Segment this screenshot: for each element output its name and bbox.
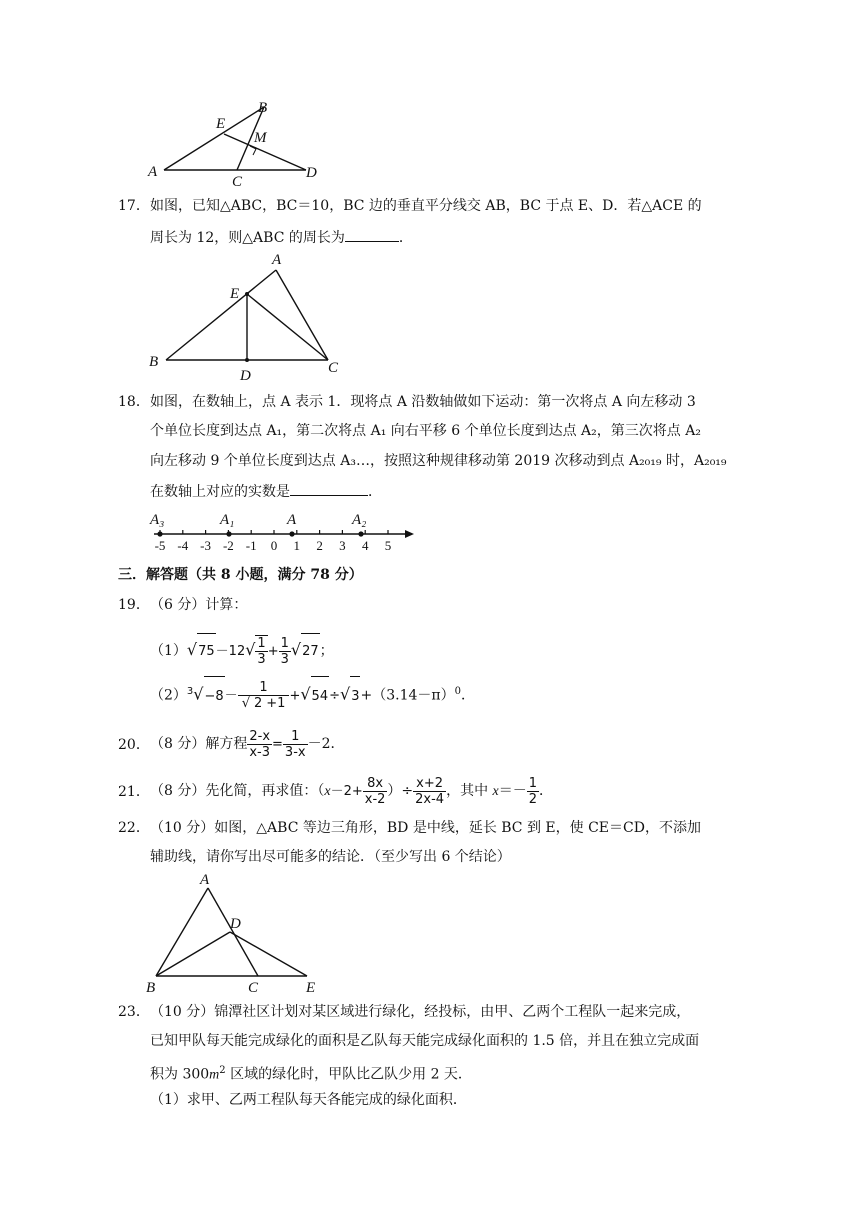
label-D: D xyxy=(240,368,251,384)
question-19-head: （6 分）计算： xyxy=(150,597,248,613)
question-number-18: 18． xyxy=(118,394,150,410)
question-23-text: 区域的绿化时，甲队比乙队少用 2 天． xyxy=(225,1066,472,1083)
denominator: √ 2 +1 xyxy=(238,695,290,711)
tick-label: -3 xyxy=(200,538,212,553)
question-number-21: 21． xyxy=(118,784,150,800)
denominator: 2x-4 xyxy=(415,791,445,807)
root-index: 3 xyxy=(186,686,194,697)
question-number-22: 22． xyxy=(118,820,150,836)
numerator: 8x xyxy=(367,775,384,791)
variable-x: x xyxy=(324,784,331,799)
numerator: 1 xyxy=(280,635,289,651)
radicand: 27 xyxy=(301,633,320,670)
tick-label: 3 xyxy=(339,538,346,553)
label-A: A xyxy=(148,164,158,180)
part-label-1: （1） xyxy=(150,643,187,659)
radicand: 54 xyxy=(311,676,330,717)
label-C: C xyxy=(232,174,243,190)
numerator: 1 xyxy=(257,636,266,651)
denominator: x-2 xyxy=(364,791,386,807)
label-A: A xyxy=(200,872,210,888)
variable-x: x xyxy=(492,784,499,799)
figure-q22 xyxy=(142,872,342,1000)
question-22-line-2: 辅助线，请你写出尽可能多的结论．（至少写出 6 个结论） xyxy=(150,849,511,865)
label-E: E xyxy=(230,286,240,302)
fraction xyxy=(283,729,308,760)
figure-q17 xyxy=(146,250,346,385)
question-20-line xyxy=(150,724,345,765)
denominator: 2 xyxy=(528,791,538,807)
fraction xyxy=(527,776,539,807)
question-21-head: （8 分）先化简，再求值：（ xyxy=(150,783,325,799)
question-number-17: 17． xyxy=(118,198,150,214)
denominator: 3 xyxy=(280,651,289,667)
label-D: D xyxy=(306,165,317,181)
question-18-line-1: 如图，在数轴上，点 A 表示 1．现将点 A 沿数轴做如下运动：第一次将点 A 向左移动 3 xyxy=(150,394,696,410)
fraction xyxy=(247,729,272,760)
radicand: −8 xyxy=(204,676,225,717)
operator: －12 xyxy=(215,644,246,659)
label-A: A xyxy=(272,252,282,268)
operator: －2+ xyxy=(330,784,363,799)
question-number-20: 20． xyxy=(118,737,150,753)
question-23-line-2: 已知甲队每天能完成绿化的面积是乙队每天能完成绿化面积的 1.5 倍，并且在独立完成面 xyxy=(150,1033,700,1049)
operator: ＝－ xyxy=(498,783,527,799)
fraction xyxy=(238,680,290,711)
label-D: D xyxy=(230,916,241,932)
label-M: M xyxy=(254,130,267,146)
question-23-sub-1: （1）求甲、乙两工程队每天各能完成的绿化面积． xyxy=(150,1092,467,1108)
tick-label: 5 xyxy=(384,538,392,553)
equals: = xyxy=(272,737,283,752)
denominator: 3 xyxy=(257,652,266,667)
question-number-23: 23． xyxy=(118,1004,150,1020)
label-E: E xyxy=(306,980,316,996)
operator: + xyxy=(267,644,279,659)
numerator: 2-x xyxy=(249,728,271,744)
expression-tail: －2． xyxy=(307,736,345,752)
operator: + xyxy=(289,688,301,704)
label-C: C xyxy=(248,980,259,996)
point-A2: A₂ xyxy=(352,512,367,528)
operator: － xyxy=(224,688,238,704)
label-B: B xyxy=(258,100,268,116)
question-18-line-3: 向左移动 9 个单位长度到达点 A₃…，按照这种规律移动第 2019 次移动到点 A₂₀₁₉ 时，A₂₀₁₉ xyxy=(150,453,727,469)
unit: m xyxy=(209,1067,220,1083)
question-23-line-3 xyxy=(150,1061,472,1086)
punctuation: ． xyxy=(539,783,554,799)
operator: ÷ xyxy=(329,688,340,704)
fraction xyxy=(413,776,446,807)
question-23-text: 积为 300 xyxy=(150,1066,210,1083)
tick-label: -2 xyxy=(222,538,234,553)
denominator: x-3 xyxy=(249,744,271,760)
tick-label: -1 xyxy=(245,538,257,553)
point-A1: A₁ xyxy=(220,512,235,528)
question-18-text: 在数轴上对应的实数是 xyxy=(150,484,290,500)
label-E: E xyxy=(216,116,226,132)
numerator: 1 xyxy=(528,775,538,791)
question-17-period: ． xyxy=(398,230,413,246)
numerator: 1 xyxy=(259,680,268,696)
point-A: A xyxy=(287,512,297,528)
expression-tail: +（3.14－π） xyxy=(360,687,455,704)
operator: ）÷ xyxy=(387,783,414,799)
radicand: 2 xyxy=(253,696,263,712)
numerator: 1 xyxy=(291,728,300,744)
tick-label: 2 xyxy=(316,538,323,553)
figure-q16 xyxy=(146,98,326,190)
question-number-19: 19． xyxy=(118,597,150,613)
question-19-part-1: （1）√75－12√ $\frac{1}{3}$ + $\frac{1}{3}$ √27； xyxy=(150,632,334,670)
question-17-text: 周长为 12，则△ABC 的周长为 xyxy=(150,230,345,246)
label-B: B xyxy=(146,980,156,996)
tick-label: 0 xyxy=(270,538,278,553)
numerator: x+2 xyxy=(416,775,444,791)
question-23-line-1: （10 分）锦潭社区计划对某区域进行绿化，经投标，由甲、乙两个工程队一起来完成， xyxy=(150,1004,691,1020)
radicand: 75 xyxy=(197,633,216,670)
label-B: B xyxy=(149,354,159,370)
fraction xyxy=(279,636,291,667)
punctuation: ． xyxy=(460,687,475,704)
denominator: 3-x xyxy=(284,744,306,760)
radicand: 3 xyxy=(350,676,360,717)
question-22-line-1: （10 分）如图，△ABC 等边三角形，BD 是中线，延长 BC 到 E，使 CE＝CD，不添加 xyxy=(150,820,701,836)
denominator-rest: +1 xyxy=(266,696,286,712)
question-18-line-4 xyxy=(150,480,382,502)
exponent: 0 xyxy=(454,686,461,697)
label-C: C xyxy=(328,360,339,376)
exponent: 2 xyxy=(219,1065,226,1076)
question-19-part-2: $(2)^3√-8-$ $\frac{1}{√ 2 +1}$ $+√54\div√3+(3.14-\pi)^0$． xyxy=(150,672,475,717)
point-A3: A₃ xyxy=(150,512,165,528)
question-17-line-2 xyxy=(150,226,413,248)
tick-label: 4 xyxy=(361,538,369,553)
answer-blank-18 xyxy=(290,480,368,496)
fraction xyxy=(255,635,267,667)
tick-label: -5 xyxy=(154,538,166,553)
question-21-line xyxy=(150,771,553,812)
tick-label: 1 xyxy=(293,538,301,553)
question-18-line-2: 个单位长度到达点 A₁，第二次将点 A₁ 向右平移 6 个单位长度到达点 A₂，第三次将点 A₂ xyxy=(150,423,701,439)
question-20-head: （8 分）解方程 xyxy=(150,736,248,752)
answer-blank-17 xyxy=(345,226,399,242)
number-line xyxy=(146,508,421,556)
part-label-2: （2） xyxy=(150,687,187,704)
question-17-line-1: 如图，已知△ABC，BC＝10，BC 边的垂直平分线交 AB，BC 于点 E、D．若△ACE 的 xyxy=(150,198,702,214)
section-heading: 三．解答题（共 8 小题，满分 78 分） xyxy=(118,567,363,583)
fraction xyxy=(363,776,388,807)
punctuation: ； xyxy=(319,643,334,659)
condition-text: ，其中 xyxy=(446,783,493,799)
question-18-period: ． xyxy=(368,484,382,500)
tick-label: -4 xyxy=(177,538,189,553)
